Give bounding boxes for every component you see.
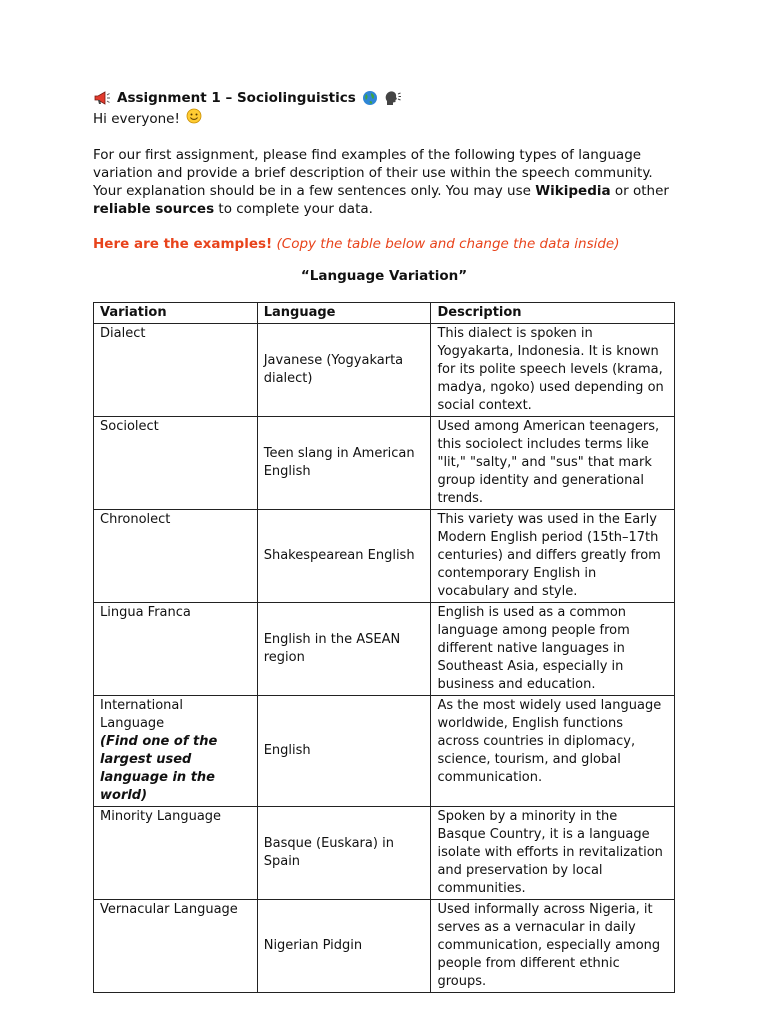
examples-note: (Copy the table below and change the data inside)	[276, 236, 620, 252]
table-row	[94, 603, 675, 696]
language-cell: Javanese (Yogyakarta dialect)	[257, 324, 431, 417]
variation-cell: Lingua Franca	[94, 603, 258, 696]
description-cell: Used among American teenagers, this sociolect includes terms like "lit," "salty," and "sus" that mark group identity and generational trends.	[431, 417, 675, 510]
language-cell: Nigerian Pidgin	[257, 900, 431, 993]
variation-note: (Find one of the largest used language in the world)	[100, 734, 218, 803]
globe-icon	[362, 90, 378, 106]
speaking-head-icon	[384, 90, 402, 106]
variation-label: International Language	[100, 698, 183, 731]
language-cell: Basque (Euskara) in Spain	[257, 807, 431, 900]
smiley-icon	[186, 108, 202, 130]
language-cell: Shakespearean English	[257, 510, 431, 603]
intro-text-3: to complete your data.	[214, 201, 373, 217]
table-row	[94, 417, 675, 510]
assignment-title-line	[93, 88, 675, 108]
language-variation-table	[93, 302, 675, 993]
description-cell: Used informally across Nigeria, it serves as a vernacular in daily communication, especially among people from different ethnic groups.	[431, 900, 675, 993]
intro-text-2: or other	[610, 183, 669, 199]
table-row	[94, 807, 675, 900]
table-header-row	[94, 303, 675, 324]
variation-cell: Minority Language	[94, 807, 258, 900]
header-variation: Variation	[94, 303, 258, 324]
intro-bold-reliable-sources: reliable sources	[93, 201, 215, 217]
megaphone-icon	[93, 91, 111, 105]
language-cell: English in the ASEAN region	[257, 603, 431, 696]
variation-cell: Vernacular Language	[94, 900, 258, 993]
table-row	[94, 696, 675, 807]
table-row	[94, 324, 675, 417]
table-row	[94, 510, 675, 603]
description-cell: This dialect is spoken in Yogyakarta, Indonesia. It is known for its polite speech levels (krama, madya, ngoko) used depending on social context.	[431, 324, 675, 417]
variation-cell	[94, 696, 258, 807]
assignment-title: Assignment 1 – Sociolinguistics	[117, 90, 356, 106]
greeting-text: Hi everyone!	[93, 111, 180, 127]
greeting-line	[93, 108, 675, 130]
variation-cell: Chronolect	[94, 510, 258, 603]
description-cell: This variety was used in the Early Modern English period (15th–17th centuries) and differs greatly from contemporary English in vocabulary and style.	[431, 510, 675, 603]
header-language: Language	[257, 303, 431, 324]
description-cell: English is used as a common language among people from different native languages in Southeast Asia, especially in business and education.	[431, 603, 675, 696]
description-cell: Spoken by a minority in the Basque Country, it is a language isolate with efforts in revitalization and preservation by local communities.	[431, 807, 675, 900]
table-title: “Language Variation”	[300, 268, 468, 284]
language-cell: Teen slang in American English	[257, 417, 431, 510]
variation-cell: Dialect	[94, 324, 258, 417]
intro-paragraph	[93, 146, 677, 218]
intro-bold-wikipedia: Wikipedia	[535, 183, 611, 199]
language-cell: English	[257, 696, 431, 807]
table-row	[94, 900, 675, 993]
examples-lead: Here are the examples!	[93, 236, 273, 252]
variation-cell: Sociolect	[94, 417, 258, 510]
examples-line	[93, 234, 675, 254]
intro-text-1: For our first assignment, please find examples of the following types of language variation and provide a brief description of their use within the speech community. Your explanation should be in a few sentences only. You may use	[93, 147, 653, 199]
header-description: Description	[431, 303, 675, 324]
description-cell: As the most widely used language worldwide, English functions across countries in diplomacy, science, tourism, and global communication.	[431, 696, 675, 807]
